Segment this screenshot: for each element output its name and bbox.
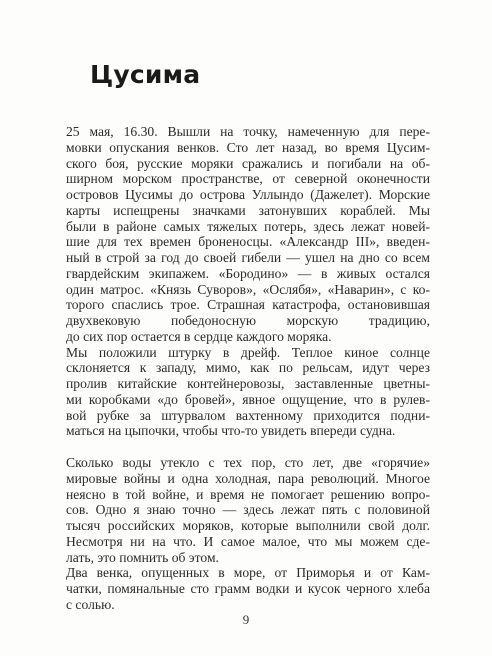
text-line: Несмотря ни на что. И самое малое, что мы можем сде-: [66, 533, 430, 549]
paragraph-gap: [66, 439, 430, 455]
text-line: неясно в той войне, и время не помогает решению вопро-: [66, 486, 430, 502]
text-line: ми коробками «до бровей», явное ощущение, что в рулев-: [66, 391, 430, 407]
text-line: с солью.: [66, 596, 115, 612]
text-line: карты испещрены значками затонувших кораблей. Мы: [66, 202, 430, 218]
text-line: островов Цусимы до острова Уллындо (Дажелет). Морские: [66, 187, 430, 202]
text-line: склоняется к западу, мимо, как по рельсам, идут через: [66, 360, 430, 376]
body-text: [66, 124, 430, 613]
text-line: маться на цыпочки, чтобы что-то увидеть впереди судна.: [66, 423, 396, 439]
text-line: пролив китайские контейнеровозы, заставленные цветны-: [66, 376, 430, 391]
text-line: ширном морском пространстве, от северной оконечности: [66, 171, 430, 187]
text-line: ный в строй за год до своей гибели — ушел на дно со всем: [66, 250, 430, 265]
text-line: торого спаслись трое. Страшная катастрофа, остановившая: [66, 297, 430, 313]
text-line: лать, это помнить об этом.: [66, 549, 219, 565]
text-line: Мы положили штурку в дрейф. Теплое киное солнце: [66, 344, 430, 360]
text-line: двухвековую победоносную морскую традицию,: [66, 313, 430, 328]
text-line: мовки опускания венков. Сто лет назад, во время Цусим-: [66, 139, 430, 155]
paragraph: [66, 565, 430, 612]
text-line: гвардейским экипажем. «Бородино» — в живых остался: [66, 265, 430, 281]
text-line: сов. Одно я знаю точно — здесь лежат пять с половиной: [66, 502, 430, 518]
text-line: мировые войны и одна холодная, пара революций. Многое: [66, 470, 430, 486]
text-line: были в районе самых тяжелых потерь, здесь лежат новей-: [66, 218, 430, 234]
text-line: шие для тех времен броненосцы. «Александр III», введен-: [66, 234, 430, 250]
text-line: вой рубке за штурвалом вахтенному приходится подни-: [66, 407, 430, 423]
page-number: 9: [242, 612, 250, 627]
text-line: тысяч российских моряков, которые выполнили свой долг.: [66, 518, 430, 533]
chapter-title: Цусима: [90, 60, 201, 89]
text-line: чатки, помянальные сто грамм водки и кусок черного хлеба: [66, 581, 430, 596]
paragraph: [66, 124, 430, 345]
text-line: 25 мая, 16.30. Вышли на точку, намеченную для пере-: [66, 124, 430, 139]
paragraph: [66, 455, 430, 565]
text-line: один матрос. «Князь Суворов», «Ослябя», «Наварин», с ко-: [66, 281, 430, 297]
text-line: Два венка, опущенных в море, от Приморья и от Кам-: [66, 565, 430, 581]
paragraph: [66, 345, 430, 440]
text-line: Сколько воды утекло с тех пор, сто лет, две «горячие»: [66, 455, 430, 470]
text-line: ского боя, русские моряки сражались и погибали на об-: [66, 155, 430, 171]
text-line: до сих пор остается в сердце каждого моряка.: [66, 328, 332, 344]
